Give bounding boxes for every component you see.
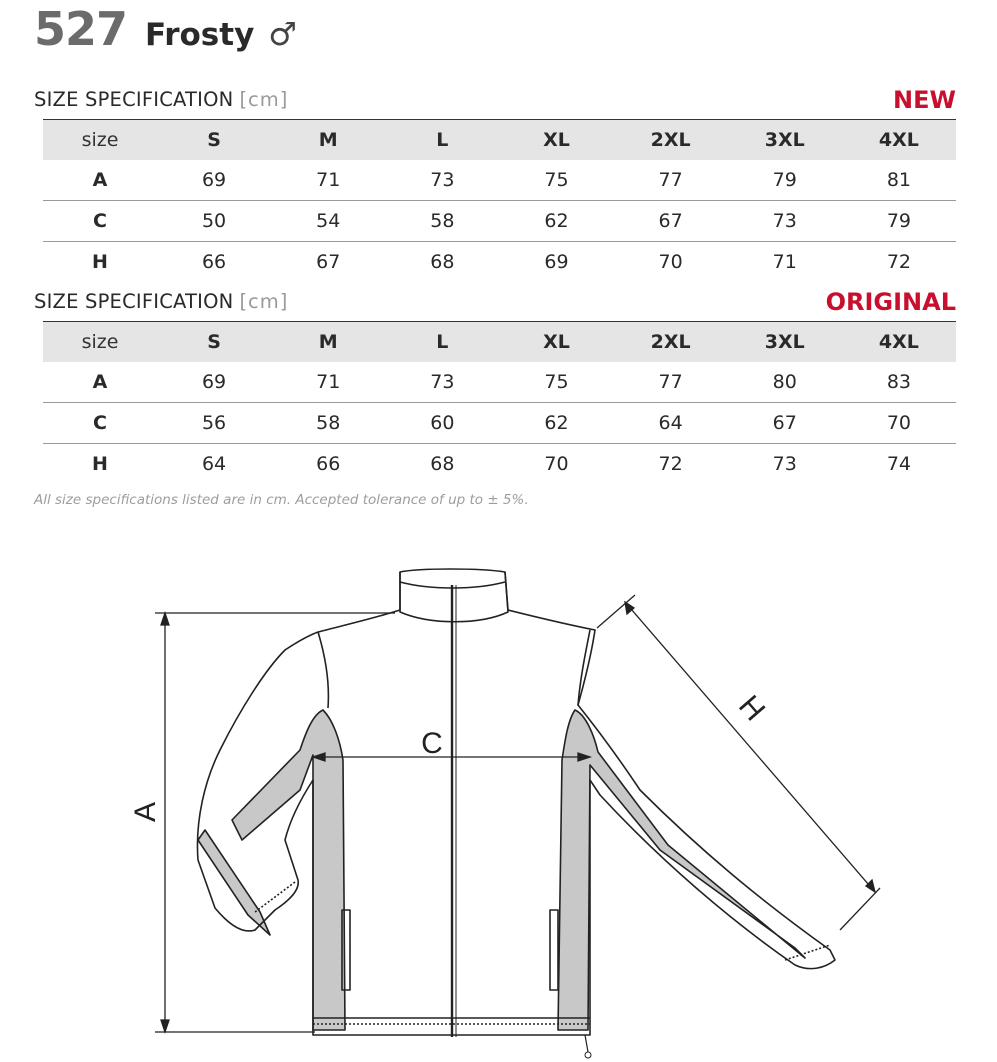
table-cell: 70 — [658, 251, 683, 273]
column-header: M — [318, 331, 338, 353]
table-cell: 69 — [201, 169, 227, 191]
column-header: XL — [543, 129, 570, 151]
table-cell: C — [93, 210, 107, 232]
size-spec-new — [34, 88, 956, 288]
table-cell: H — [92, 453, 108, 475]
label-a: A — [129, 801, 162, 823]
table-cell: 70 — [544, 453, 569, 475]
jacket-drawing — [197, 569, 835, 1058]
table-cell: 71 — [772, 251, 797, 273]
table-cell: 67 — [316, 251, 341, 273]
table-cell: 62 — [544, 412, 569, 434]
table-cell: 50 — [201, 210, 227, 232]
table-cell: 62 — [544, 210, 569, 232]
table-cell: 66 — [201, 251, 227, 273]
table-cell: 83 — [886, 371, 912, 393]
column-header: L — [436, 331, 449, 353]
male-gender-icon: ♂ — [268, 15, 297, 53]
table-cell: 72 — [658, 453, 683, 475]
column-header: 4XL — [878, 331, 919, 353]
size-table-new — [43, 119, 956, 282]
table-cell: 77 — [658, 371, 683, 393]
table-cell: 77 — [658, 169, 683, 191]
table-cell: 79 — [886, 210, 912, 232]
column-header: 4XL — [878, 129, 919, 151]
spec-title-text: SIZE SPECIFICATION — [34, 88, 234, 111]
table-cell: 64 — [658, 412, 683, 434]
size-spec-original — [34, 290, 956, 490]
table-cell: 73 — [430, 371, 455, 393]
column-header: S — [207, 129, 221, 151]
table-cell: 73 — [772, 210, 797, 232]
column-header: S — [207, 331, 221, 353]
table-cell: A — [92, 169, 108, 191]
table-cell: 73 — [430, 169, 455, 191]
table-cell: 79 — [772, 169, 797, 191]
table-cell: 60 — [430, 412, 455, 434]
table-cell: H — [92, 251, 108, 273]
table-cell: 75 — [544, 371, 569, 393]
table-row — [43, 444, 956, 485]
product-header — [34, 2, 297, 62]
spec-title-text: SIZE SPECIFICATION — [34, 290, 234, 313]
spec-unit: [cm] — [239, 88, 289, 111]
table-cell: 75 — [544, 169, 569, 191]
table-cell: A — [92, 371, 108, 393]
dimension-a — [155, 613, 395, 1032]
table-cell: 54 — [316, 210, 341, 232]
table-cell: 68 — [430, 251, 455, 273]
table-cell: 80 — [772, 371, 797, 393]
spec-title — [34, 88, 288, 111]
table-cell: 67 — [772, 412, 797, 434]
table-cell: 66 — [316, 453, 341, 475]
table-cell: 69 — [544, 251, 569, 273]
column-header: 3XL — [764, 331, 805, 353]
table-cell: 74 — [886, 453, 912, 475]
table-row — [43, 403, 956, 444]
table-cell: 69 — [201, 371, 227, 393]
column-header: size — [81, 129, 119, 151]
column-header: 2XL — [650, 129, 691, 151]
label-h: H — [732, 689, 772, 728]
table-cell: 64 — [201, 453, 227, 475]
table-header-row — [43, 322, 956, 363]
table-cell: 81 — [886, 169, 912, 191]
table-row — [43, 242, 956, 283]
table-cell: 56 — [201, 412, 227, 434]
spec-heading — [34, 88, 956, 114]
size-table-original — [43, 321, 956, 484]
column-header: 2XL — [650, 331, 691, 353]
table-cell: 71 — [316, 169, 341, 191]
table-cell: 73 — [772, 453, 797, 475]
tolerance-note: All size specifications listed are in cm. Accepted tolerance of up to ± 5%. — [34, 492, 529, 508]
spec-unit: [cm] — [239, 290, 289, 313]
spec-heading — [34, 290, 956, 316]
table-cell: C — [93, 412, 107, 434]
table-cell: 71 — [316, 371, 341, 393]
model-number: 527 — [34, 2, 128, 56]
column-header: 3XL — [764, 129, 805, 151]
table-cell: 67 — [658, 210, 683, 232]
spec-badge-new: NEW — [893, 86, 956, 114]
table-cell: 58 — [316, 412, 341, 434]
model-name: Frosty — [145, 17, 255, 53]
table-row — [43, 362, 956, 403]
table-cell: 70 — [886, 412, 912, 434]
table-row — [43, 201, 956, 242]
column-header: M — [318, 129, 338, 151]
jacket-measurement-diagram — [0, 540, 997, 1062]
column-header: size — [81, 331, 119, 353]
column-header: L — [436, 129, 449, 151]
table-cell: 58 — [430, 210, 455, 232]
table-cell: 72 — [886, 251, 912, 273]
column-header: XL — [543, 331, 570, 353]
spec-badge-original: ORIGINAL — [825, 288, 956, 316]
table-header-row — [43, 120, 956, 161]
label-c: C — [421, 727, 443, 760]
spec-title — [34, 290, 288, 313]
table-cell: 68 — [430, 453, 455, 475]
table-row — [43, 160, 956, 201]
